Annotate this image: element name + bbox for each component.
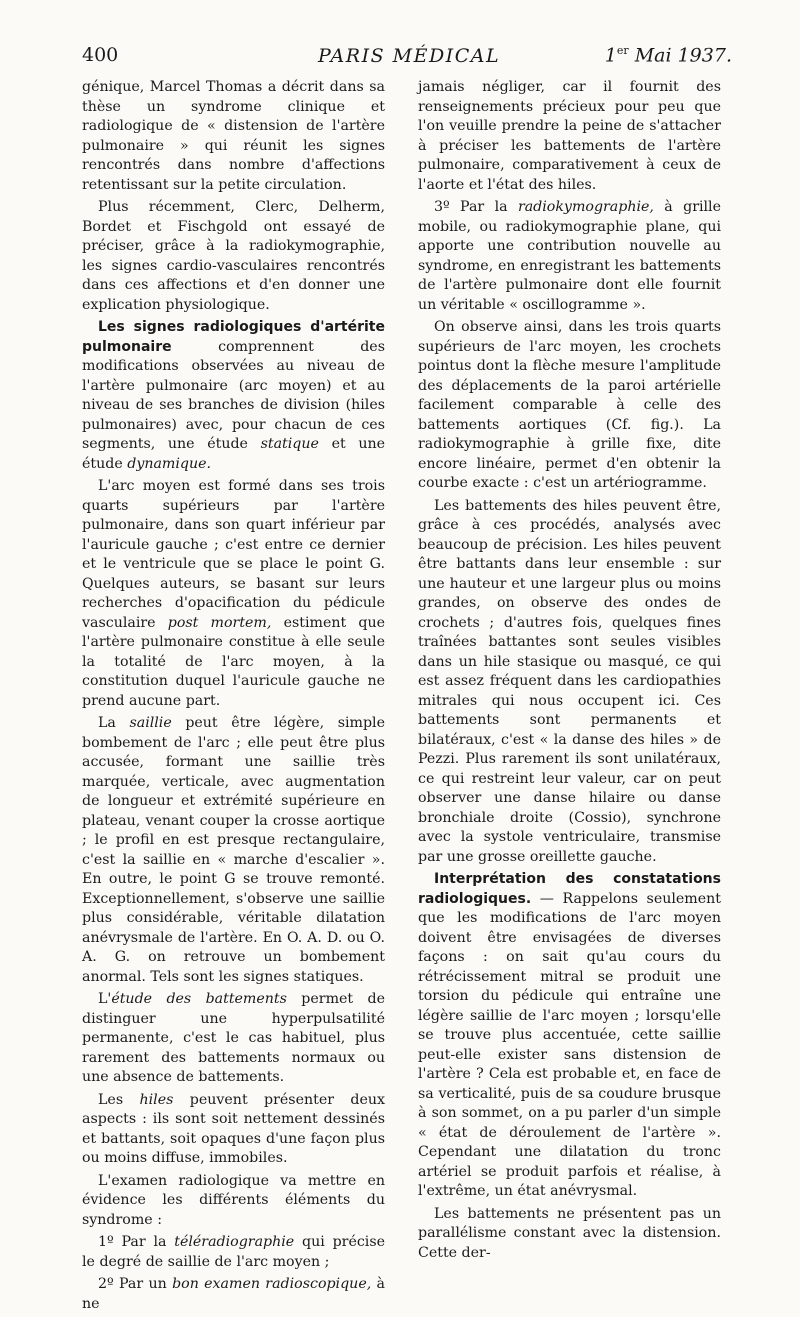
text-span: à ne (82, 1276, 386, 1312)
text-span: peut être légère, simple bombement de l'arc ; elle peut être plus accusée, formant une saillie très marquée, verticale, avec augmentation de longueur et extrémité supérieure en plateau, venant couper la crosse aortique ; le profil en est presque rectangulaire, c'est la saillie en « marche d'escalier ». En outre, le point G se trouve remonté. Exceptionnellement, s'observe une saillie plus considérable, véritable dilatation anévrysmale de l'artère. En O. A. D. ou O. A. G. on retrouve un bombement anormal. Tels sont les signes statiques. (82, 715, 385, 985)
right-column (418, 78, 721, 1266)
italic-text: post mortem, (167, 614, 272, 631)
text-span: L'arc moyen est formé dans ses trois quarts supérieurs par l'artère pulmonaire, dans son quart inférieur par l'auricule gauche ; c'est entre ce dernier et le ventricule que se place le point G. Quelques auteurs, se basant sur leurs recherches d'opacification du pédicule vasculaire (82, 478, 385, 631)
italic-text: statique (260, 436, 319, 452)
paragraph (82, 1091, 385, 1169)
page-header (82, 44, 732, 74)
italic-text: saillie (129, 715, 172, 731)
paragraph: Plus récemment, Clerc, Delherm, Bordet et Fischgold ont essayé de préciser, grâce à la radiokymographie, les signes cardio-vasculaires rencontrés dans ces affections et d'en donner une explication physiologique. (82, 199, 385, 313)
paragraph (82, 714, 385, 987)
text-span: — Rappelons seulement que les modifications de l'arc moyen doivent être envisagées de diverses façons : on sait qu'au cours du rétrécissement mitral se produit une torsion du pédicule qui entraîne une légère saillie de l'arc moyen ; lorsqu'elle se trouve plus accentuée, cette saillie peut-elle exister sans distension de l'artère ? Cela est probable et, en face de sa verticalité, puis de sa coudure brusque à son sommet, on a pu parler d'un simple « état de déroulement de l'artère ». Cependant une dilatation du tronc artériel se produit parfois et réalise, à l'extrême, un état anévrysmal. (418, 890, 721, 1199)
italic-text: dynamique. (127, 455, 212, 472)
text-span: qui précise le degré de saillie de l'arc moyen ; (82, 1234, 385, 1270)
issue-date-sup: er (616, 44, 629, 57)
italic-text: radiokymographie, (517, 199, 654, 215)
italic-text: téléradiographie (174, 1234, 295, 1250)
paragraph (82, 1275, 385, 1314)
paragraph: L'examen radiologique va mettre en évidence les différents éléments du syndrome : (82, 1172, 385, 1228)
page-number: 400 (82, 44, 119, 66)
text-span: permet de distinguer une hyperpulsatilité permanente, c'est le cas habituel, plus rarement des battements normaux ou une absence de battements. (82, 991, 385, 1085)
text-span: à grille mobile, ou radiokymographie plane, qui apporte une contribution nouvelle au syndrome, en enregistrant les battements de l'artère pulmonaire dont elle fournit un véritable « oscillogramme ». (418, 199, 721, 313)
issue-date-day: 1 (604, 44, 617, 67)
paragraph (418, 870, 721, 1202)
paragraph: Les battements ne présentent pas un parallélisme constant avec la distension. Cette der- (418, 1205, 721, 1261)
italic-text: bon examen radioscopique, (172, 1276, 372, 1292)
issue-date (605, 44, 732, 66)
paragraph: génique, Marcel Thomas a décrit dans sa thèse un syndrome clinique et radiologique de « distension de l'artère pulmonaire » qui réunit les signes rencontrés dans nombre d'affections retentissant sur la petite circulation. (82, 79, 385, 193)
journal-title: PARIS MÉDICAL (318, 45, 501, 67)
paragraph (418, 198, 721, 315)
text-span: Les (98, 1091, 140, 1108)
text-span: estiment que l'artère pulmonaire constitue à elle seule la totalité de l'arc moyen, à la constitution duquel l'auricule gauche ne prend aucune part. (82, 614, 385, 709)
paragraph (82, 318, 385, 474)
paragraph (82, 990, 385, 1088)
text-span: 3º Par la (434, 199, 518, 215)
text-span: 1º Par la (98, 1234, 175, 1250)
issue-date-rest: Mai 1937. (628, 44, 732, 67)
italic-text: étude des battements (111, 991, 287, 1007)
text-span: 2º Par un (98, 1276, 173, 1292)
paragraph (82, 1233, 385, 1272)
text-span: et une étude (82, 436, 385, 472)
left-column (82, 78, 385, 1317)
section-heading: Les signes radiologiques d'artérite pulmonaire (82, 319, 385, 355)
text-span: L' (98, 991, 112, 1007)
paragraph: Les battements des hiles peuvent être, grâce à ces procédés, analysés avec beaucoup de précision. Les hiles peuvent être battants dans leur ensemble : sur une hauteur et une largeur plus ou moins grandes, on observe des ondes de crochets ; d'autres fois, quelques fines traînées battantes sont seules visibles dans un hile stasique ou masqué, ce qui est assez fréquent dans les cardiopathies mitrales qui nous occupent ici. Ces battements sont permanents et bilatéraux, c'est « la danse des hiles » de Pezzi. Plus rarement ils sont unilatéraux, ce qui restreint leur valeur, car on peut observer une danse hilaire ou danse bronchiale droite (Cossio), synchrone avec la systole ventriculaire, transmise par une grosse oreillette gauche. (418, 497, 721, 865)
paragraph: On observe ainsi, dans les trois quarts supérieurs de l'arc moyen, les crochets pointus dont la flèche mesure l'amplitude des déplacements de la paroi artérielle facilement comparable à celle des battements aortiques (Cf. fig.). La radiokymographie à grille fixe, dite encore linéaire, permet d'en obtenir la courbe exacte : c'est un artériogramme. (418, 319, 721, 491)
italic-text: hiles (139, 1091, 174, 1108)
section-heading: Interprétation des constatations radiologiques. (418, 871, 721, 907)
paragraph (82, 477, 385, 711)
text-span: comprennent des modifications observées au niveau de l'artère pulmonaire (arc moyen) et au niveau de ses branches de division (hiles pulmonaires) avec, pour chacun de ces segments, une étude (82, 338, 385, 452)
text-span: La (98, 715, 130, 731)
paragraph: jamais négliger, car il fournit des renseignements précieux pour peu que l'on veuille prendre la peine de s'attacher à préciser les battements de l'artère pulmonaire, comparativement à ceux de l'aorte et l'état des hiles. (418, 79, 721, 193)
text-span: peuvent présenter deux aspects : ils sont soit nettement dessinés et battants, soit opaques d'une façon plus ou moins diffuse, immobiles. (82, 1091, 386, 1166)
